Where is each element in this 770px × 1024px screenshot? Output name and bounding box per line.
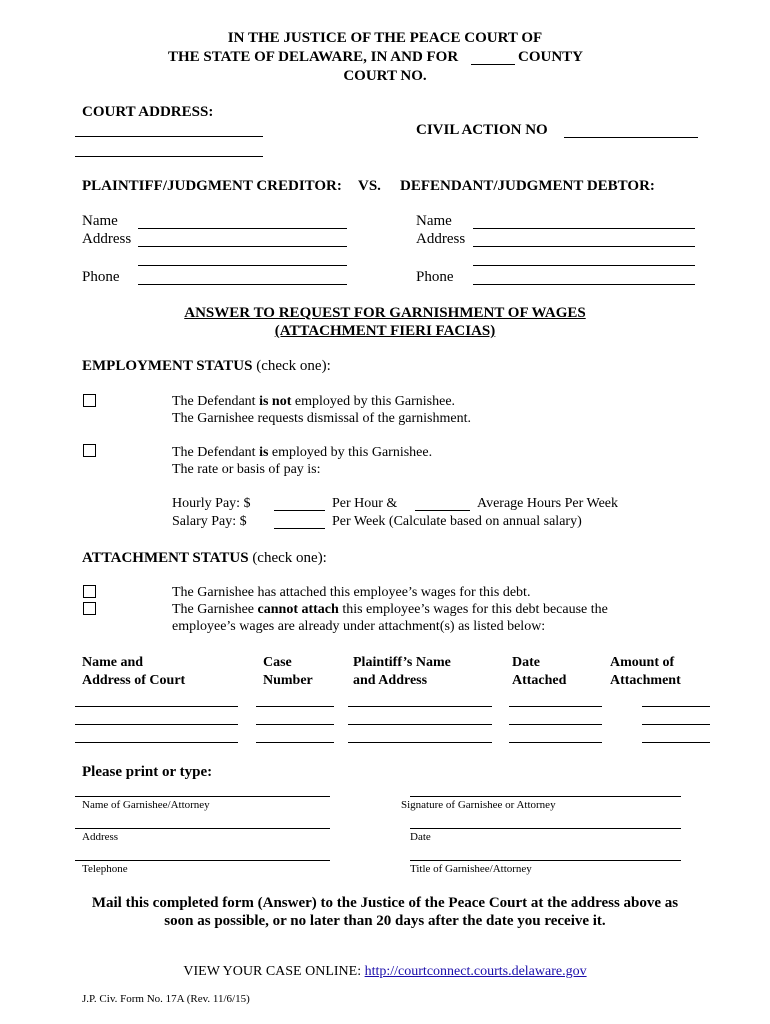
telephone-label: Telephone — [82, 863, 128, 875]
rate-basis-text: The rate or basis of pay is: — [172, 462, 321, 477]
table-row-2-amount[interactable] — [642, 724, 710, 725]
court-address-line-2[interactable] — [75, 156, 263, 157]
employment-heading-rest: (check one): — [256, 358, 331, 374]
salary-pay-label: Salary Pay: $ — [172, 514, 247, 529]
header-line-1: IN THE JUSTICE OF THE PEACE COURT OF — [227, 30, 543, 46]
plaintiff-phone-field[interactable] — [138, 284, 347, 285]
plaintiff-name-label: Name — [82, 213, 118, 229]
att-opt2-b: cannot attach — [257, 602, 339, 617]
col-date-header-2: Attached — [512, 673, 567, 688]
opt1-text-b: is not — [259, 394, 292, 409]
table-row-3-court[interactable] — [75, 742, 238, 743]
plaintiff-phone-label: Phone — [82, 269, 120, 285]
civil-action-field[interactable] — [564, 137, 698, 138]
table-row-1-court[interactable] — [75, 706, 238, 707]
garnishee-name-field[interactable] — [75, 796, 330, 797]
cannot-attach-checkbox[interactable] — [83, 602, 96, 615]
courtconnect-link[interactable]: http://courtconnect.courts.delaware.gov — [364, 964, 587, 979]
garnishee-address-label: Address — [82, 831, 119, 843]
print-type-heading: Please print or type: — [82, 764, 213, 780]
col-case-header-2: Number — [263, 673, 313, 688]
employed-text — [172, 444, 432, 461]
defendant-address-field[interactable] — [473, 246, 695, 247]
salary-pay-field[interactable] — [274, 528, 325, 529]
defendant-heading: DEFENDANT/JUDGMENT DEBTOR: — [400, 178, 655, 194]
header-line-2-prefix: THE STATE OF DELAWARE, IN AND FOR — [168, 49, 459, 65]
vs-label: VS. — [358, 178, 381, 194]
header-line-3: COURT NO. — [343, 68, 427, 84]
garnishee-name-label: Name of Garnishee/Attorney — [82, 799, 210, 811]
defendant-address-label: Address — [416, 231, 466, 247]
under-attachment-text: employee’s wages are already under attachment(s) as listed below: — [172, 619, 546, 634]
court-address-line-1[interactable] — [75, 136, 263, 137]
header-line-2-suffix: COUNTY — [518, 49, 584, 65]
form-title-line-1: ANSWER TO REQUEST FOR GARNISHMENT OF WAGES — [184, 305, 586, 321]
attachment-heading-rest: (check one): — [252, 550, 327, 566]
title-label: Title of Garnishee/Attorney — [410, 863, 532, 875]
telephone-field[interactable] — [75, 860, 330, 861]
view-case-online-prefix: VIEW YOUR CASE ONLINE: — [183, 964, 365, 979]
att-opt2-c: this employee’s wages for this debt because the — [338, 602, 608, 617]
table-row-3-date[interactable] — [509, 742, 602, 743]
col-court-header-2: Address of Court — [82, 673, 186, 688]
plaintiff-address-field-2[interactable] — [138, 265, 347, 266]
county-field[interactable] — [471, 64, 515, 65]
not-employed-checkbox[interactable] — [83, 394, 96, 407]
signature-field[interactable] — [410, 796, 681, 797]
defendant-name-label: Name — [416, 213, 452, 229]
employed-checkbox[interactable] — [83, 444, 96, 457]
form-title-line-2: (ATTACHMENT FIERI FACIAS) — [274, 323, 496, 339]
signature-label: Signature of Garnishee or Attorney — [401, 799, 556, 811]
title-field[interactable] — [410, 860, 681, 861]
table-row-1-plaintiff[interactable] — [348, 706, 492, 707]
table-row-3-plaintiff[interactable] — [348, 742, 492, 743]
employment-status-heading — [82, 357, 331, 375]
defendant-name-field[interactable] — [473, 228, 695, 229]
defendant-phone-label: Phone — [416, 269, 454, 285]
table-row-3-case[interactable] — [256, 742, 334, 743]
defendant-address-field-2[interactable] — [473, 265, 695, 266]
col-amount-header-1: Amount of — [610, 655, 675, 670]
opt2-text-b: is — [259, 445, 269, 460]
defendant-phone-field[interactable] — [473, 284, 695, 285]
mail-instruction-line-2: soon as possible, or no later than 20 days after the date you receive it. — [164, 913, 606, 929]
table-row-2-plaintiff[interactable] — [348, 724, 492, 725]
col-case-header-1: Case — [263, 655, 292, 670]
hourly-pay-field[interactable] — [274, 510, 325, 511]
court-address-label: COURT ADDRESS: — [82, 104, 214, 120]
col-date-header-1: Date — [512, 655, 540, 670]
employment-heading-bold: EMPLOYMENT STATUS — [82, 358, 253, 374]
col-plaintiff-header-2: and Address — [353, 673, 428, 688]
col-court-header-1: Name and — [82, 655, 144, 670]
table-row-1-date[interactable] — [509, 706, 602, 707]
opt2-text-c: employed by this Garnishee. — [268, 445, 433, 460]
dismissal-text: The Garnishee requests dismissal of the garnishment. — [172, 411, 471, 426]
attachment-heading-bold: ATTACHMENT STATUS — [82, 550, 249, 566]
form-number-footer: J.P. Civ. Form No. 17A (Rev. 11/6/15) — [82, 993, 250, 1005]
mail-instruction-line-1: Mail this completed form (Answer) to the Justice of the Peace Court at the address above as — [91, 895, 679, 911]
attachment-status-heading — [82, 549, 327, 567]
per-hour-label: Per Hour & — [332, 496, 398, 511]
table-row-1-case[interactable] — [256, 706, 334, 707]
civil-action-label: CIVIL ACTION NO — [416, 122, 548, 138]
opt1-text-c: employed by this Garnishee. — [291, 394, 456, 409]
average-hours-field[interactable] — [415, 510, 470, 511]
per-week-label: Per Week (Calculate based on annual salary) — [332, 514, 582, 529]
plaintiff-name-field[interactable] — [138, 228, 347, 229]
col-plaintiff-header-1: Plaintiff’s Name — [353, 655, 451, 670]
average-hours-label: Average Hours Per Week — [477, 496, 619, 511]
attached-checkbox[interactable] — [83, 585, 96, 598]
garnishee-address-field[interactable] — [75, 828, 330, 829]
view-case-online — [0, 963, 770, 980]
table-row-2-date[interactable] — [509, 724, 602, 725]
hourly-pay-label: Hourly Pay: $ — [172, 496, 251, 511]
attached-text: The Garnishee has attached this employee’s wages for this debt. — [172, 585, 531, 600]
table-row-2-case[interactable] — [256, 724, 334, 725]
plaintiff-address-label: Address — [82, 231, 132, 247]
date-field[interactable] — [410, 828, 681, 829]
table-row-2-court[interactable] — [75, 724, 238, 725]
date-label: Date — [410, 831, 431, 843]
not-employed-text — [172, 393, 455, 410]
col-amount-header-2: Attachment — [610, 673, 681, 688]
opt1-text-a: The Defendant — [172, 394, 260, 409]
table-row-3-amount[interactable] — [642, 742, 710, 743]
att-opt2-a: The Garnishee — [172, 602, 258, 617]
plaintiff-heading: PLAINTIFF/JUDGMENT CREDITOR: — [82, 178, 342, 194]
opt2-text-a: The Defendant — [172, 445, 260, 460]
table-row-1-amount[interactable] — [642, 706, 710, 707]
plaintiff-address-field[interactable] — [138, 246, 347, 247]
cannot-attach-text — [172, 601, 608, 618]
